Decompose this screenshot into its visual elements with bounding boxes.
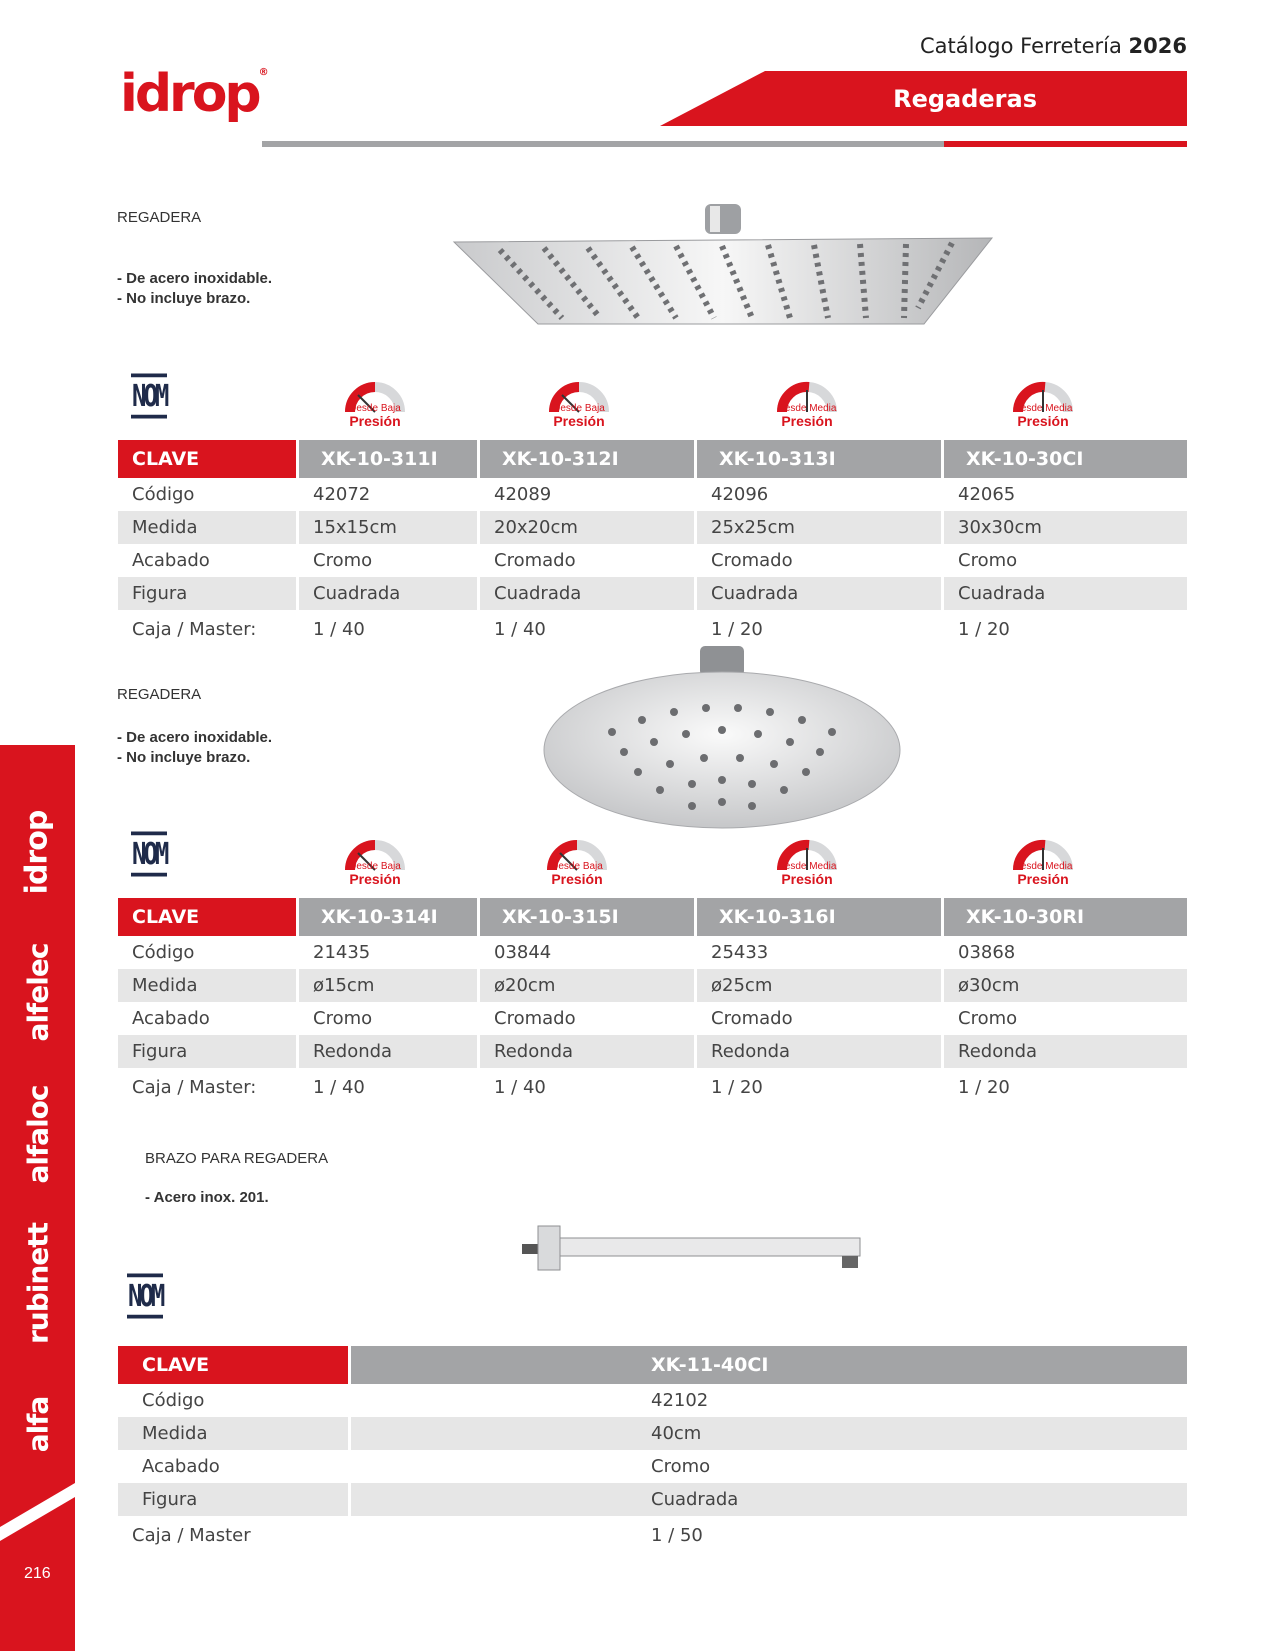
table-cell: 21435	[313, 942, 371, 963]
table-cell: Cromo	[651, 1456, 711, 1477]
product-features: - De acero inoxidable. - No incluye brazo.	[117, 270, 273, 307]
table-header-row	[118, 1346, 1187, 1384]
clave-cell: XK-10-30RI	[944, 898, 1187, 936]
sidebar-brand-alfaloc: alfaloc	[21, 1085, 55, 1184]
row-label: Caja / Master	[132, 1524, 251, 1546]
table-cell: Cromado	[494, 1008, 576, 1029]
table-cell: Cuadrada	[351, 1483, 1187, 1516]
nom-seal: NOM	[127, 1274, 163, 1319]
product-features: - Acero inox. 201.	[145, 1189, 269, 1206]
table-row	[118, 610, 1187, 648]
table-cell: Cromado	[711, 1008, 793, 1029]
row-label: Figura	[118, 577, 296, 610]
brand-logo: idrop®	[120, 64, 269, 124]
table-cell: Cromo	[313, 550, 373, 571]
clave-cell: XK-10-314I	[299, 898, 477, 936]
pressure-gauge-baja: Desde Baja Presión	[340, 830, 410, 896]
table-cell: 42096	[711, 484, 769, 505]
table-cell: Cuadrada	[944, 577, 1187, 610]
round-shower-head-image	[542, 644, 904, 830]
table-row	[118, 1384, 1187, 1417]
spec-table-round	[115, 898, 1190, 1106]
table-cell: 42072	[313, 484, 371, 505]
clave-cell: XK-10-313I	[697, 440, 941, 478]
page-number: 216	[24, 1565, 51, 1582]
table-cell: Redonda	[944, 1035, 1187, 1068]
table-cell: 1 / 20	[711, 618, 763, 640]
table-cell: 25x25cm	[697, 511, 941, 544]
table-cell: ø30cm	[944, 969, 1187, 1002]
row-label: Medida	[118, 969, 296, 1002]
table-row	[118, 1516, 1187, 1554]
row-label: Caja / Master:	[132, 618, 257, 640]
row-label: Acabado	[132, 1008, 210, 1029]
row-label: Figura	[118, 1035, 296, 1068]
table-row	[118, 936, 1187, 969]
pressure-gauge-media: Desde Media Presión	[772, 372, 842, 438]
clave-cell: XK-10-315I	[480, 898, 694, 936]
clave-label: CLAVE	[118, 898, 296, 936]
row-label: Código	[142, 1390, 205, 1411]
section-banner	[660, 71, 1187, 126]
row-label: Acabado	[132, 550, 210, 571]
table-cell: ø15cm	[299, 969, 477, 1002]
table-cell: Redonda	[697, 1035, 941, 1068]
square-shower-head-image	[452, 200, 996, 328]
table-cell: 1 / 50	[651, 1524, 703, 1546]
table-header-row	[118, 440, 1187, 478]
row-label: Código	[132, 484, 195, 505]
sidebar-brand-rubinett: rubinett	[21, 1222, 55, 1345]
clave-cell: XK-10-311I	[299, 440, 477, 478]
row-label: Figura	[118, 1483, 348, 1516]
table-cell: 1 / 40	[494, 618, 546, 640]
nom-seal: NOM	[131, 374, 167, 419]
table-cell: 03844	[494, 942, 552, 963]
table-row	[118, 577, 1187, 610]
pressure-gauge-baja: Desde Baja Presión	[542, 830, 612, 896]
pressure-gauge-media: Desde Media Presión	[1008, 372, 1078, 438]
section-title: Regaderas	[893, 85, 1037, 113]
pressure-gauge-baja: Desde Baja Presión	[544, 372, 614, 438]
sidebar-white-stripe	[0, 1475, 75, 1545]
table-cell: 1 / 20	[958, 1076, 1010, 1098]
table-cell: Redonda	[480, 1035, 694, 1068]
table-cell: 1 / 40	[313, 1076, 365, 1098]
table-row	[118, 1068, 1187, 1106]
catalog-title: Catálogo Ferretería 2026	[919, 34, 1187, 58]
table-cell: Cromo	[958, 1008, 1018, 1029]
table-row	[118, 544, 1187, 577]
table-cell: 03868	[958, 942, 1016, 963]
table-cell: Cromado	[711, 550, 793, 571]
table-cell: Cromo	[958, 550, 1018, 571]
sidebar-brand-idrop: idrop	[19, 810, 55, 895]
sidebar-brand-alfelec: alfelec	[21, 943, 55, 1042]
product-title: REGADERA	[117, 686, 202, 703]
table-row	[118, 1002, 1187, 1035]
table-row	[118, 511, 1187, 544]
table-cell: Cromo	[313, 1008, 373, 1029]
clave-label: CLAVE	[118, 440, 296, 478]
table-cell: 42089	[494, 484, 552, 505]
row-label: Acabado	[142, 1456, 220, 1477]
header-divider-grey	[262, 141, 944, 147]
clave-cell: XK-11-40CI	[351, 1346, 1187, 1384]
table-row	[118, 1035, 1187, 1068]
header-divider-red	[944, 141, 1187, 147]
table-cell: Cuadrada	[299, 577, 477, 610]
row-label: Código	[132, 942, 195, 963]
table-cell: 1 / 40	[494, 1076, 546, 1098]
row-label: Medida	[118, 511, 296, 544]
spec-table-square	[115, 440, 1190, 648]
clave-cell: XK-10-316I	[697, 898, 941, 936]
table-cell: 20x20cm	[480, 511, 694, 544]
table-cell: 25433	[711, 942, 769, 963]
shower-arm-image	[522, 1222, 868, 1274]
product-title: BRAZO PARA REGADERA	[145, 1150, 329, 1167]
table-row	[118, 478, 1187, 511]
table-cell: Cuadrada	[697, 577, 941, 610]
brand-sidebar	[0, 745, 75, 1651]
table-cell: 30x30cm	[944, 511, 1187, 544]
table-cell: 42065	[958, 484, 1016, 505]
table-cell: 40cm	[351, 1417, 1187, 1450]
table-row	[118, 1483, 1187, 1516]
table-cell: 1 / 20	[958, 618, 1010, 640]
pressure-gauge-media: Desde Media Presión	[772, 830, 842, 896]
spec-table-arm	[115, 1346, 1190, 1554]
clave-label: CLAVE	[118, 1346, 348, 1384]
table-cell: ø25cm	[697, 969, 941, 1002]
table-cell: Cromado	[494, 550, 576, 571]
product-features: - De acero inoxidable. - No incluye brazo.	[117, 729, 273, 766]
table-cell: ø20cm	[480, 969, 694, 1002]
product-title: REGADERA	[117, 209, 202, 226]
table-cell: 42102	[651, 1390, 709, 1411]
table-header-row	[118, 898, 1187, 936]
clave-cell: XK-10-312I	[480, 440, 694, 478]
table-cell: 1 / 20	[711, 1076, 763, 1098]
clave-cell: XK-10-30CI	[944, 440, 1187, 478]
pressure-gauge-media: Desde Media Presión	[1008, 830, 1078, 896]
nom-seal: NOM	[131, 832, 167, 877]
table-row	[118, 969, 1187, 1002]
table-cell: Cuadrada	[480, 577, 694, 610]
pressure-gauge-baja: Desde Baja Presión	[340, 372, 410, 438]
table-row	[118, 1450, 1187, 1483]
row-label: Caja / Master:	[132, 1076, 257, 1098]
table-cell: Redonda	[299, 1035, 477, 1068]
table-row	[118, 1417, 1187, 1450]
row-label: Medida	[118, 1417, 348, 1450]
table-cell: 1 / 40	[313, 618, 365, 640]
table-cell: 15x15cm	[299, 511, 477, 544]
sidebar-brand-alfa: alfa	[21, 1396, 55, 1453]
